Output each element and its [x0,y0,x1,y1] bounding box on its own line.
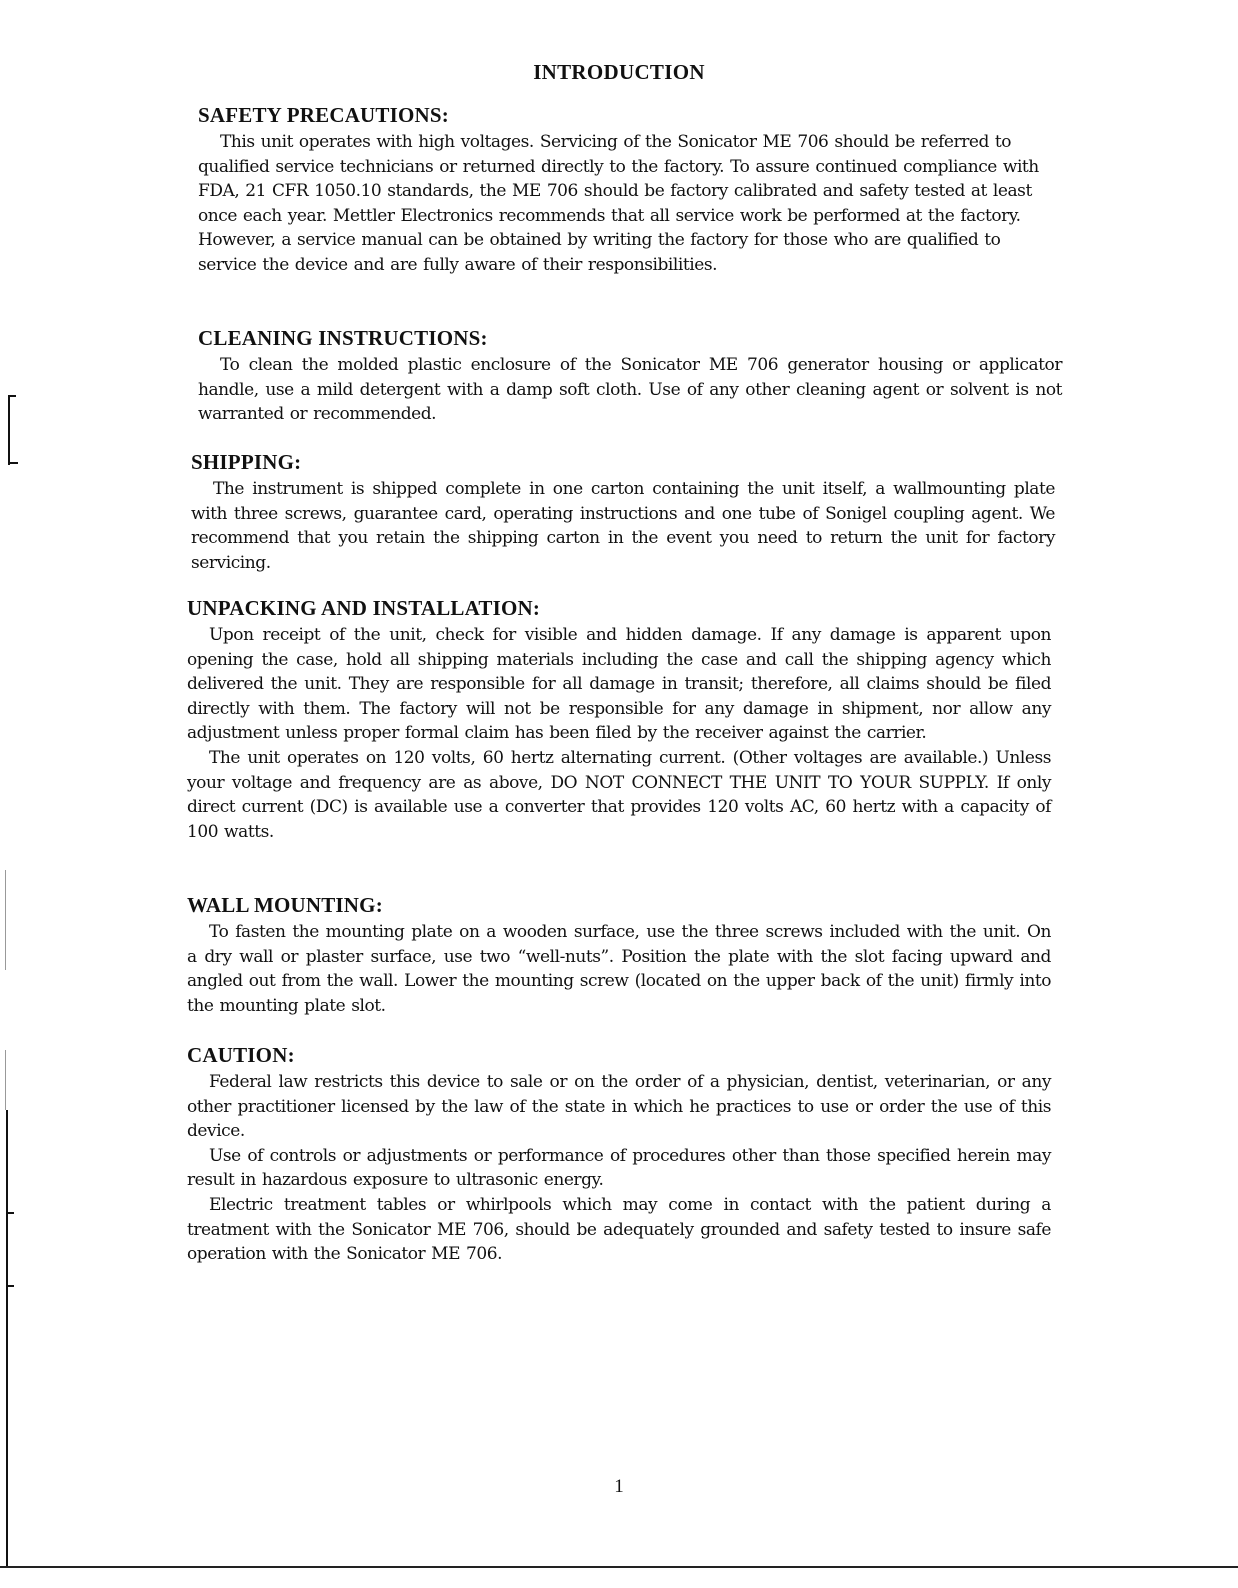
section-shipping [191,450,1055,575]
section-safety-precautions [198,103,1062,278]
section-paragraph: Use of controls or adjustments or performance of procedures other than those specified herein may result in hazardous exposure to ultrasonic energy. [187,1145,1051,1191]
section-paragraph: To clean the molded plastic enclosure of the Sonicator ME 706 generator housing or applicator handle, use a mild detergent with a damp soft cloth. Use of any other cleaning agent or solvent is not warranted or recommended. [198,355,1062,425]
section-heading: UNPACKING AND INSTALLATION: [187,596,541,620]
scan-edge-mark [6,1212,14,1214]
section-heading: SAFETY PRECAUTIONS: [198,103,449,127]
section-paragraph: The instrument is shipped complete in one carton containing the unit itself, a wallmounting plate with three screws, guarantee card, operating instructions and one tube of Sonigel coupling agent. We recommend that you retain the shipping carton in the event you need to return the unit for factory servicing. [191,479,1055,573]
page-title: INTRODUCTION [533,60,705,84]
section-cleaning-instructions [198,326,1062,427]
scan-edge-mark [6,1285,14,1287]
section-paragraph: This unit operates with high voltages. Servicing of the Sonicator ME 706 should be referred to qualified service technicians or returned directly to the factory. To assure continued compliance with FDA, 21 CFR 1050.10 standards, the ME 706 should be factory calibrated and safety tested at least once each year. Mettler Electronics recommends that all service work be performed at the factory. However, a service manual can be obtained by writing the factory for those who are qualified to service the device and are fully aware of their responsibilities. [198,132,1039,275]
section-paragraph: The unit operates on 120 volts, 60 hertz alternating current. (Other voltages are available.) Unless your voltage and frequency are as above, DO NOT CONNECT THE UNIT TO YOUR SUPPLY. If only direct current (DC) is available use a converter that provides 120 volts AC, 60 hertz with a capacity of 100 watts. [187,747,1051,842]
bottom-edge-rule [0,1566,1238,1568]
section-heading: SHIPPING: [191,450,302,474]
section-unpacking-installation [187,596,1051,844]
scan-edge-mark [8,395,10,465]
scan-edge-mark [5,870,6,970]
section-wall-mounting [187,893,1051,1018]
section-paragraph: Electric treatment tables or whirlpools which may come in contact with the patient during a treatment with the Sonicator ME 706, should be adequately grounded and safety tested to insure safe operation with the Sonicator ME 706. [187,1194,1051,1265]
section-paragraph: To fasten the mounting plate on a wooden surface, use the three screws included with the unit. On a dry wall or plaster surface, use two “well-nuts”. Position the plate with the slot facing upward and angled out from the wall. Lower the mounting screw (located on the upper back of the unit) firmly into the mounting plate slot. [187,922,1051,1016]
scan-edge-mark [8,462,18,464]
section-heading: CLEANING INSTRUCTIONS: [198,326,488,350]
section-paragraph: Federal law restricts this device to sale or on the order of a physician, dentist, veterinarian, or any other practitioner licensed by the law of the state in which he practices to use or order the use of this device. [187,1072,1051,1142]
scan-edge-mark [5,1050,6,1110]
scan-edge-mark [8,395,16,397]
section-heading: WALL MOUNTING: [187,893,383,917]
section-caution [187,1043,1051,1267]
section-paragraph: Upon receipt of the unit, check for visible and hidden damage. If any damage is apparent upon opening the case, hold all shipping materials including the case and call the shipping agency which delivered the unit. They are responsible for all damage in transit; therefore, all claims should be filed directly with them. The factory will not be responsible for any damage in shipment, nor allow any adjustment unless proper formal claim has been filed by the receiver against the carrier. [187,625,1051,744]
section-heading: CAUTION: [187,1043,295,1067]
page-number: 1 [614,1476,624,1497]
